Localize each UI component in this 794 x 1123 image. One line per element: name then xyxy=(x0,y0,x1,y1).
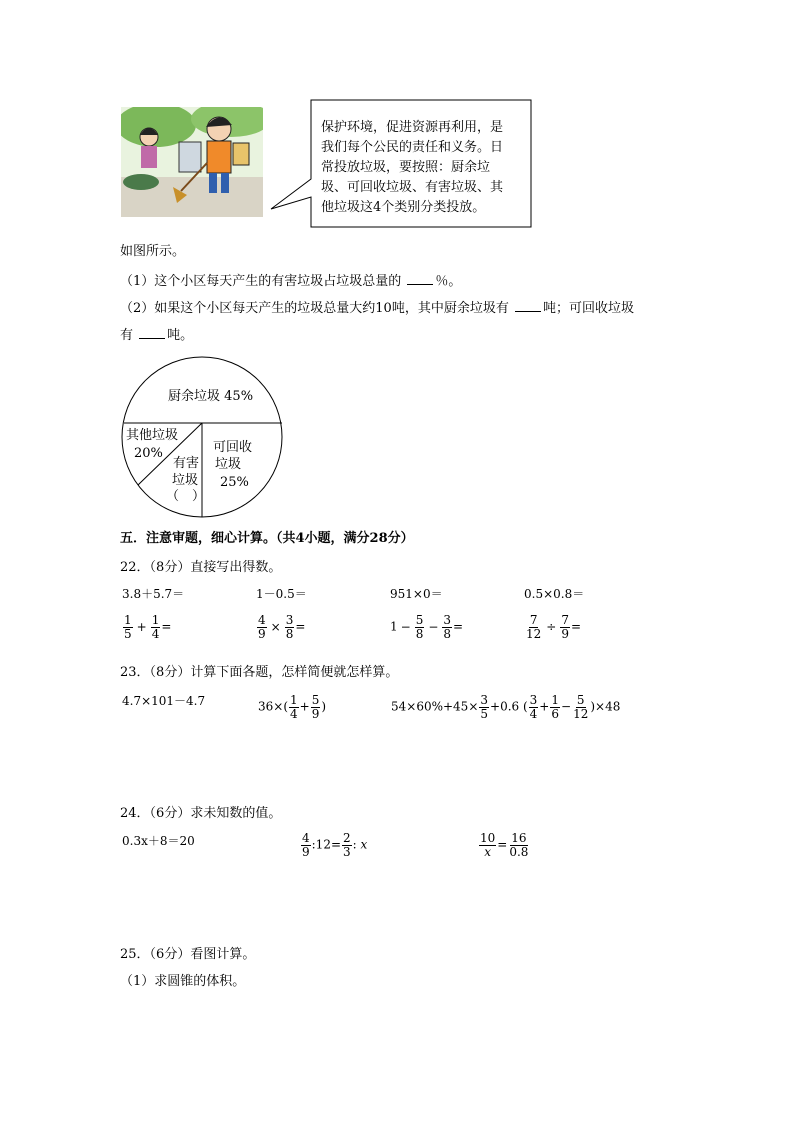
intro-text: 如图所示。 xyxy=(120,244,186,259)
q23-title: 23．（8分）计算下面各题，怎样简便就怎样算。 xyxy=(120,665,399,680)
q23-expr-2: 36×( $\frac{1}{4}$ + $\frac{5}{9}$ ) xyxy=(258,693,327,721)
q24-expr-1: 0.3x＋8＝20 xyxy=(122,834,195,848)
bubble-line: 常投放垃圾，要按照：厨余垃 xyxy=(321,160,491,175)
bubble-line: 我们每个公民的责任和义务。日 xyxy=(321,140,504,155)
q24-title: 24．（6分）求未知数的值。 xyxy=(120,806,282,821)
q25-sub1: （1）求圆锥的体积。 xyxy=(120,974,246,989)
q22-expr-8: $\frac{7}{12}$ ÷ $\frac{7}{9}$ = xyxy=(526,613,582,641)
q22-expr-1: 3.8＋5.7＝ xyxy=(122,587,185,601)
q2-line2-suffix: 吨。 xyxy=(167,328,194,343)
question-2 xyxy=(120,297,634,316)
slice-label-recyclable-2: 垃圾 xyxy=(215,457,242,472)
slice-label-kitchen: 厨余垃圾 45% xyxy=(168,389,254,404)
q22-expr-2: 1－0.5＝ xyxy=(256,587,307,601)
bubble-line: 圾、可回收垃圾、有害垃圾、其 xyxy=(321,180,504,195)
bubble-text xyxy=(321,118,521,218)
q23-expr-1: 4.7×101－4.7 xyxy=(122,694,206,708)
q23-expr-3: 54×60%+45× $\frac{3}{5}$ +0.6 ( $\frac{3}{4}$ + $\frac{1}{6}$ − $\frac{5}{12}$ )×48 xyxy=(391,693,621,721)
slice-percent-recyclable: 25% xyxy=(220,475,249,490)
question-1 xyxy=(120,270,461,289)
slice-label-recyclable-1: 可回收 xyxy=(213,440,253,455)
q25-title: 25．（6分）看图计算。 xyxy=(120,947,256,962)
q2-line2-prefix: 有 xyxy=(120,328,138,343)
q1-suffix: ％。 xyxy=(435,274,462,289)
slice-label-other: 其他垃圾 xyxy=(126,428,179,443)
answer-blank[interactable] xyxy=(407,272,433,285)
slice-percent-other: 20% xyxy=(134,446,163,461)
q2-mid: 吨；可回收垃圾 xyxy=(542,301,634,316)
q22-expr-6: $\frac{4}{9}$ × $\frac{3}{8}$ = xyxy=(258,613,306,641)
question-2-line2 xyxy=(120,324,193,343)
q24-expr-3: $\frac{10}{x}$ = $\frac{16}{0.8}$ xyxy=(480,831,529,859)
q22-expr-4: 0.5×0.8＝ xyxy=(524,587,585,601)
slice-label-hazardous-2: 垃圾 xyxy=(172,473,199,488)
q22-expr-5: $\frac{1}{5}$ + $\frac{1}{4}$ = xyxy=(124,613,172,641)
q24-expr-2: $\frac{4}{9}$ :12= $\frac{2}{3}$ : x xyxy=(302,831,368,859)
slice-label-hazardous-1: 有害 xyxy=(173,456,200,471)
slice-percent-hazardous: （ ） xyxy=(166,489,206,504)
answer-blank[interactable] xyxy=(139,326,165,339)
q22-expr-3: 951×0＝ xyxy=(390,587,443,601)
bubble-line: 他垃圾这4个类别分类投放。 xyxy=(321,200,486,215)
q2-prefix: （2）如果这个小区每天产生的垃圾总量大约10吨，其中厨余垃圾有 xyxy=(120,301,513,316)
q22-expr-7: 1 − $\frac{5}{8}$ − $\frac{3}{8}$ = xyxy=(390,613,464,641)
bubble-line: 保护环境，促进资源再利用，是 xyxy=(321,120,504,135)
q22-title: 22．（8分）直接写出得数。 xyxy=(120,560,282,575)
illustration-children-cleaning xyxy=(121,107,263,217)
answer-blank[interactable] xyxy=(515,299,541,312)
pie-chart xyxy=(118,352,288,522)
q1-prefix: （1）这个小区每天产生的有害垃圾占垃圾总量的 xyxy=(120,274,406,289)
section-5-heading: 五．注意审题，细心计算。（共4小题，满分28分） xyxy=(120,531,414,546)
